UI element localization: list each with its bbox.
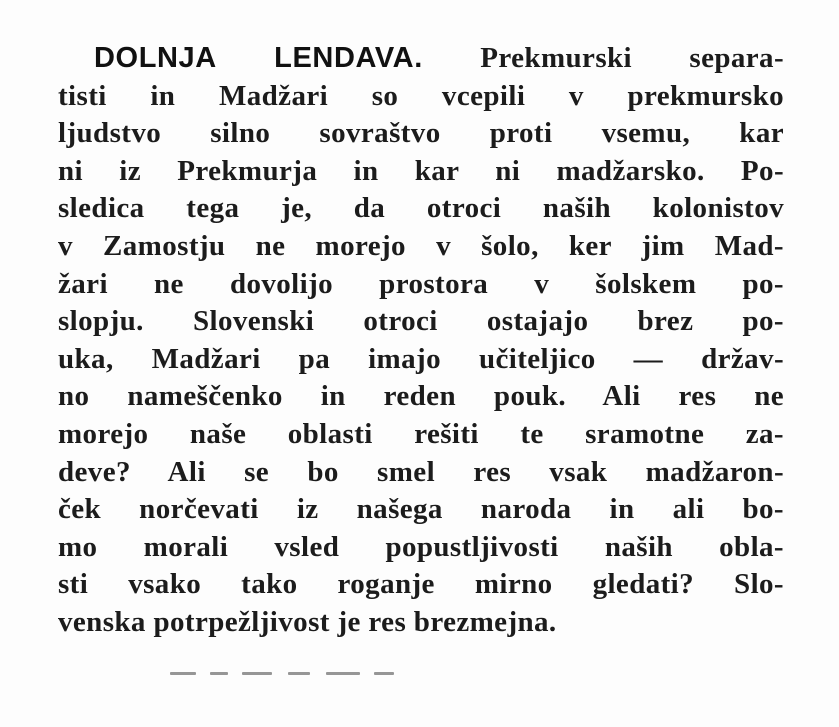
article-line-2: tisti in Madžari so vcepili v prekmursko: [58, 79, 784, 112]
article-body: [58, 40, 784, 642]
article-line-3: ljudstvo silno sovraštvo proti vsemu, kar: [58, 117, 784, 150]
article-headline: DOLNJA LENDAVA.: [94, 42, 423, 74]
article-line-6: v Zamostju ne morejo v šolo, ker jim Mad-: [58, 229, 784, 262]
print-speck: [326, 672, 360, 675]
article-line-10: no nameščenko in reden pouk. Ali res ne: [58, 380, 784, 413]
article-line-15: sti vsako tako roganje mirno gledati? Slo-: [58, 568, 784, 601]
print-speck: [374, 672, 394, 675]
article-line-8: slopju. Slovenski otroci ostajajo brez po-: [58, 305, 784, 338]
article-line-12: deve? Ali se bo smel res vsak madžaron-: [58, 455, 784, 488]
article-line-4: ni iz Prekmurja in kar ni madžarsko. Po-: [58, 154, 784, 187]
article-line-13: ček norčevati iz našega naroda in ali bo-: [58, 493, 784, 526]
article-line-1: Prekmurski separa-: [480, 42, 784, 74]
print-speck: [170, 672, 196, 675]
print-speck: [242, 672, 272, 675]
article-line-5: sledica tega je, da otroci naših kolonistov: [58, 192, 784, 225]
article-line-7: žari ne dovolijo prostora v šolskem po-: [58, 267, 784, 300]
article-first-line: [58, 40, 784, 78]
article-line-11: morejo naše oblasti rešiti te sramotne za-: [58, 417, 784, 450]
article-line-16: venska potrpežljivost je res brezmejna.: [58, 605, 557, 638]
print-speck: [210, 672, 228, 675]
article-line-14: mo morali vsled popustljivosti naših obla-: [58, 530, 784, 563]
print-residue: [170, 672, 400, 682]
article-line-9: uka, Madžari pa imajo učiteljico — držav-: [58, 342, 784, 375]
print-speck: [288, 672, 310, 675]
